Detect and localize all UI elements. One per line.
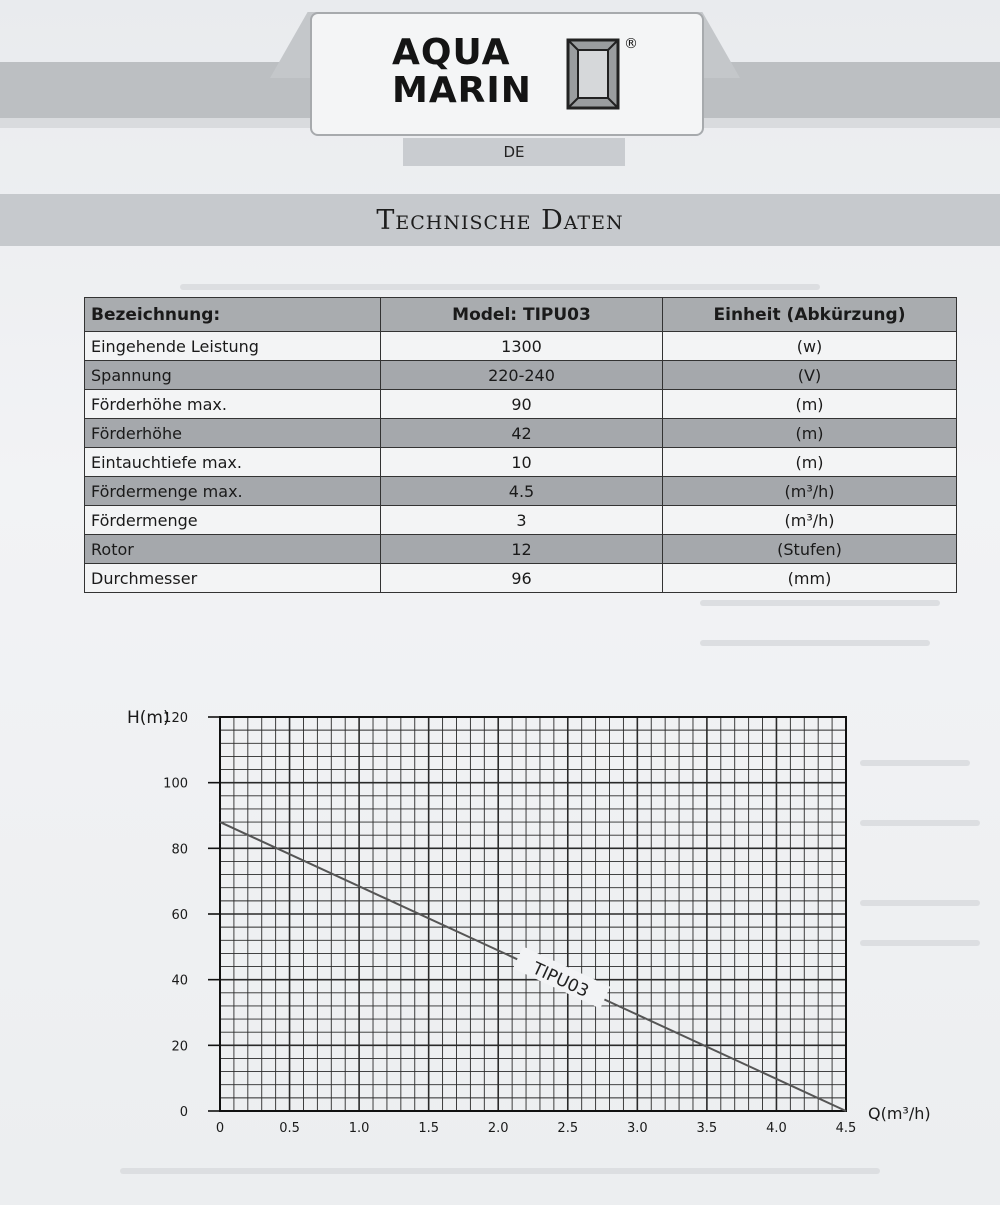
cell-unit: (m³/h)	[663, 506, 957, 535]
cell-designation: Förderhöhe max.	[85, 390, 381, 419]
cell-model-value: 96	[381, 564, 663, 593]
cell-designation: Eintauchtiefe max.	[85, 448, 381, 477]
cell-unit: (m)	[663, 448, 957, 477]
x-tick-label: 3.0	[626, 1121, 648, 1136]
table-row	[85, 332, 957, 361]
y-tick-label: 20	[171, 1039, 188, 1055]
cell-unit: (m)	[663, 419, 957, 448]
column-header-designation: Bezeichnung:	[85, 298, 381, 332]
table-row	[85, 477, 957, 506]
cell-designation: Fördermenge max.	[85, 477, 381, 506]
x-tick-label: 1.0	[348, 1121, 370, 1136]
table-row	[85, 564, 957, 593]
cell-model-value: 4.5	[381, 477, 663, 506]
x-axis-label: Q(m³/h)	[868, 1104, 931, 1123]
y-tick-label: 100	[163, 776, 188, 792]
x-tick-label: 1.5	[418, 1121, 440, 1136]
cell-model-value: 12	[381, 535, 663, 564]
technical-data-table	[84, 297, 957, 593]
cell-model-value: 3	[381, 506, 663, 535]
table-row	[85, 535, 957, 564]
cell-designation: Spannung	[85, 361, 381, 390]
cell-model-value: 10	[381, 448, 663, 477]
cell-model-value: 220-240	[381, 361, 663, 390]
y-tick-label: 40	[171, 973, 188, 989]
x-tick-label: 2.0	[487, 1121, 509, 1136]
x-tick-label: 3.5	[696, 1121, 718, 1136]
bleed-through-line	[700, 640, 930, 646]
y-tick-label: 120	[163, 711, 188, 726]
column-header-model: Model: TIPU03	[381, 298, 663, 332]
cell-designation: Eingehende Leistung	[85, 332, 381, 361]
series-annotation-label: TIPU03	[529, 958, 592, 1002]
cell-unit: (mm)	[663, 564, 957, 593]
cell-model-value: 1300	[381, 332, 663, 361]
table-row	[85, 506, 957, 535]
cell-designation: Förderhöhe	[85, 419, 381, 448]
chart-grid-major	[220, 717, 846, 1111]
cell-unit: (m)	[663, 390, 957, 419]
cell-unit: (w)	[663, 332, 957, 361]
bleed-through-line	[120, 1168, 880, 1174]
gem-logo-icon	[566, 38, 620, 110]
table-row	[85, 419, 957, 448]
language-tab: DE	[403, 138, 625, 166]
cell-unit: (Stufen)	[663, 535, 957, 564]
bleed-through-line	[700, 600, 940, 606]
cell-model-value: 90	[381, 390, 663, 419]
brand-line-2: MARIN	[392, 70, 532, 111]
table-row	[85, 448, 957, 477]
y-tick-label: 0	[179, 1105, 188, 1120]
brand-line-1: AQUA	[392, 32, 511, 73]
x-tick-label: 4.5	[835, 1121, 857, 1136]
x-axis	[216, 1121, 856, 1136]
x-tick-label: 4.0	[766, 1121, 787, 1136]
cell-designation: Fördermenge	[85, 506, 381, 535]
table-row	[85, 361, 957, 390]
y-axis-label: H(m)	[127, 708, 170, 728]
x-tick-label: 0	[215, 1121, 225, 1136]
pump-curve-chart	[0, 690, 1000, 1150]
cell-designation: Rotor	[85, 535, 381, 564]
brand-logo	[392, 34, 562, 110]
registered-mark: ®	[624, 36, 638, 52]
table-row	[85, 390, 957, 419]
bleed-through-line	[180, 284, 820, 290]
cell-model-value: 42	[381, 419, 663, 448]
y-tick-label: 80	[171, 842, 188, 858]
cell-designation: Durchmesser	[85, 564, 381, 593]
column-header-unit: Einheit (Abkürzung)	[663, 298, 957, 332]
cell-unit: (m³/h)	[663, 477, 957, 506]
table-header-row	[85, 298, 957, 332]
y-tick-label: 60	[171, 908, 188, 923]
x-tick-label: 0.5	[279, 1121, 300, 1136]
x-tick-label: 2.5	[557, 1121, 579, 1136]
page-title: Technische Daten	[376, 205, 624, 236]
y-axis	[163, 711, 220, 1120]
cell-unit: (V)	[663, 361, 957, 390]
